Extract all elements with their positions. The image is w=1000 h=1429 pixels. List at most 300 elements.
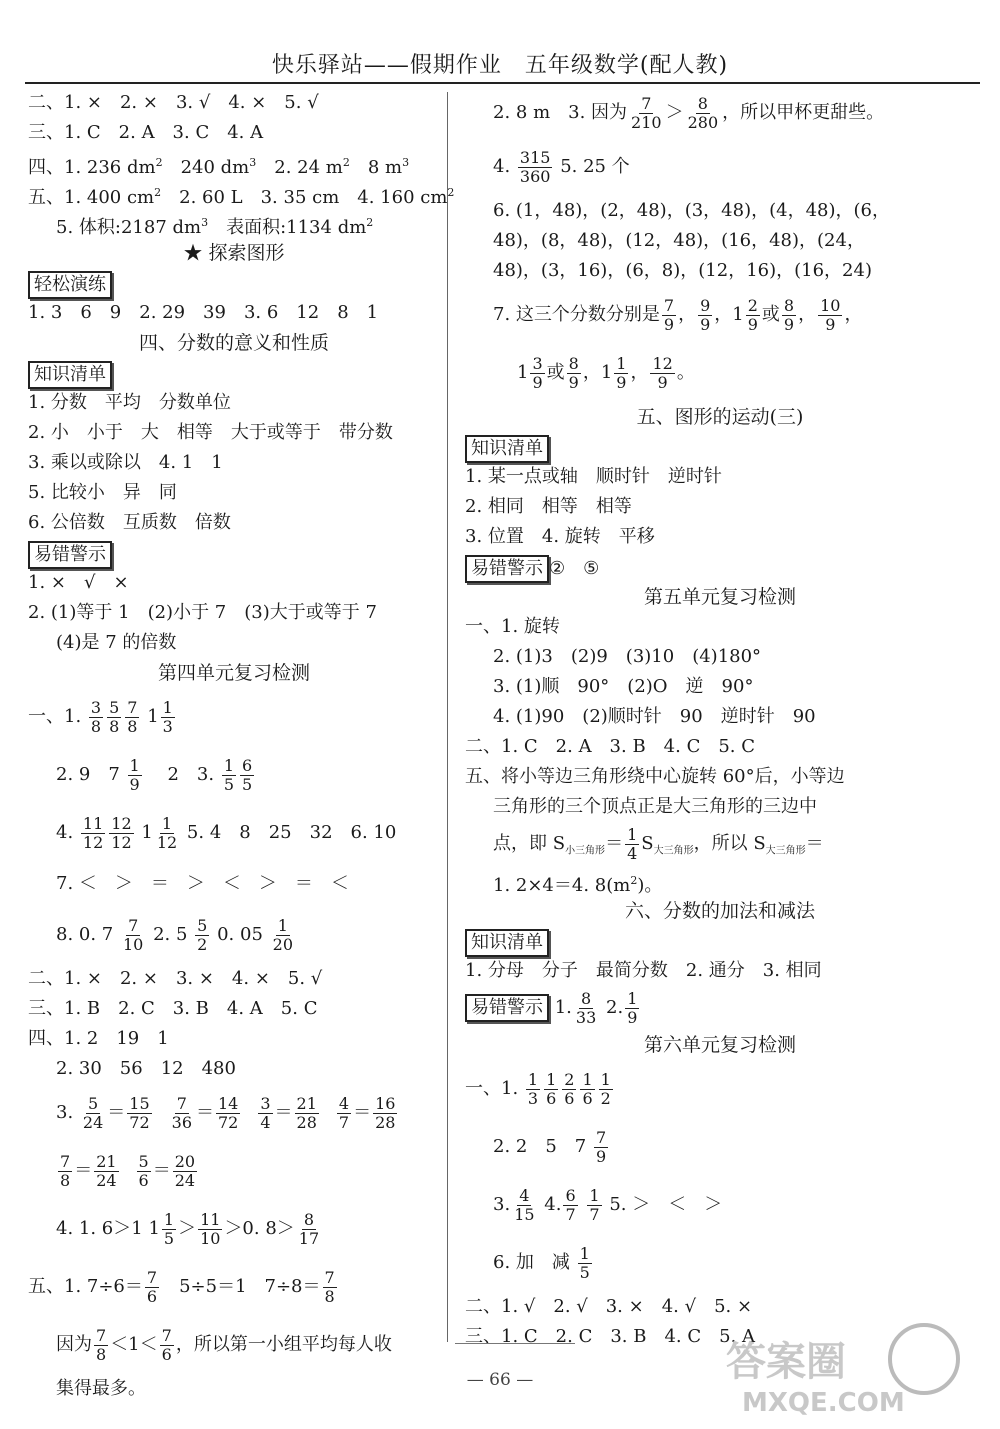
mixed-number: [148, 1209, 178, 1248]
denominator: 8: [127, 716, 138, 736]
numerator: 1: [129, 755, 140, 775]
fraction: [684, 93, 723, 132]
denominator: 5: [579, 1262, 590, 1282]
numerator: 6: [565, 1185, 576, 1205]
equation-group: [56, 1151, 213, 1190]
answer-line: 五、将小等边三角形绕中心旋转 60°后，小等边: [465, 766, 845, 787]
answer-text: 2. 24 m: [256, 157, 343, 178]
answer-line: 2. 小 小于 大 相等 大于或等于 带分数: [28, 422, 393, 443]
answer-text: 5. ＞ ＜ ＞: [609, 1194, 723, 1215]
answer-line: [465, 138, 975, 196]
answer-line: 1. × √ ×: [28, 572, 129, 593]
answer-line: (4)是 7 的倍数: [56, 632, 177, 653]
answer-text: ＝: [605, 833, 624, 854]
denominator: 3: [527, 1088, 539, 1108]
numerator: 8: [697, 93, 708, 113]
denominator: 6: [161, 1344, 172, 1364]
answer-line: [28, 1142, 440, 1200]
answer-line: 6. (1，48)，(2，48)，(3，48)，(4，48)，(6，: [493, 200, 890, 221]
fraction: [158, 1325, 176, 1364]
fraction: [295, 1209, 323, 1248]
denominator: 5: [242, 774, 253, 794]
fraction: [816, 295, 844, 334]
answer-line: [28, 804, 440, 862]
fraction: [627, 93, 666, 132]
numerator: 10: [820, 295, 841, 315]
watermark-circle: [890, 1325, 958, 1393]
fraction: [195, 917, 209, 954]
answer-line: 三、1. C 2. C 3. B 4. C 5. A: [465, 1326, 756, 1347]
denominator: 2: [197, 934, 208, 954]
fraction: [818, 297, 842, 334]
mixed-number: [517, 344, 547, 402]
denominator: 24: [174, 1170, 196, 1190]
denominator: 28: [375, 1112, 396, 1132]
answer-text: 或: [546, 362, 565, 383]
numerator: 1: [161, 813, 173, 833]
numerator: 1: [162, 697, 173, 717]
denominator: 8: [109, 716, 120, 736]
denominator: 8: [324, 1286, 335, 1306]
answer-line: 2. 相同 相等 相等: [465, 496, 632, 517]
answer-text: 1.: [554, 997, 572, 1018]
answer-text: 7. 这三个分数分别是: [493, 304, 660, 325]
numerator: 7: [161, 1325, 172, 1345]
equals-sign: ＝: [152, 1160, 171, 1181]
numerator: 7: [96, 1325, 107, 1345]
fraction: [565, 353, 583, 392]
fraction-group: [79, 813, 136, 852]
fraction: [623, 988, 641, 1027]
numerator: 1: [589, 1185, 600, 1205]
mixed-number: [147, 697, 177, 736]
watermark-domain: MXQE.COM: [742, 1388, 905, 1418]
fraction: [127, 1095, 151, 1132]
answer-line: 4. 1. 6＞1 1 $\frac{1}{5}$ ＞ $\frac{11}{10}$ ＞0. 8＞ $\frac{8}{17}$: [28, 1200, 440, 1258]
answer-line: 二、1. √ 2. √ 3. × 4. √ 5. ×: [465, 1296, 753, 1317]
denominator: 5: [163, 1228, 175, 1248]
denominator: 20: [272, 934, 293, 954]
fraction: [594, 1129, 608, 1166]
answer-text: 6. 加 减: [493, 1252, 570, 1273]
fraction: [137, 1153, 151, 1190]
fraction: [271, 917, 295, 954]
mixed-number: [148, 1200, 178, 1258]
fraction: [240, 757, 254, 794]
answer-text: 2. 8 m 3. 因为: [493, 102, 628, 123]
fraction: [121, 917, 145, 954]
numerator: 1: [546, 1069, 557, 1089]
fraction: [580, 1071, 594, 1108]
denominator: 8: [90, 716, 102, 736]
denominator: 3: [162, 716, 173, 736]
numerator: 12: [111, 813, 132, 833]
fraction: [119, 915, 147, 954]
denominator: 7: [565, 1204, 576, 1224]
answer-text: 3.: [56, 1102, 74, 1123]
numerator: 7: [60, 1151, 71, 1171]
answer-line: 四、1. 236 $dm^2$ 240 $dm^3$ 2. 24 $m^2$ 8 $m^3$: [28, 156, 410, 178]
answer-line: [28, 1316, 440, 1374]
fraction: [269, 915, 297, 954]
section-tag: 轻松演练: [28, 271, 112, 299]
answer-line: [465, 986, 975, 1030]
answer-text: 表面积:1134 dm: [208, 217, 367, 238]
answer-line: 二、1. × 2. × 3. × 4. × 5. √: [28, 968, 323, 989]
fraction-equation: [56, 1151, 121, 1190]
fraction: [143, 1267, 161, 1306]
fraction: [173, 1153, 197, 1190]
fraction-equation: [79, 1093, 154, 1132]
whole-part: 1: [517, 362, 529, 383]
numerator: 7: [176, 1093, 187, 1113]
fraction: [625, 990, 639, 1027]
denominator: 9: [747, 314, 758, 334]
answer-line: 二、1. × 2. × 3. √ 4. × 5. √: [28, 92, 319, 113]
section-title: 四、分数的意义和性质: [138, 332, 329, 354]
numerator: 14: [218, 1093, 239, 1113]
answer-text: 2 3.: [149, 764, 215, 785]
denominator: 8: [60, 1170, 71, 1190]
fraction: [696, 295, 714, 334]
answer-line: 7. ＜ ＞ ＝ ＞ ＜ ＞ ＝ ＜: [56, 873, 349, 894]
fraction: [297, 1211, 321, 1248]
fraction: [782, 297, 796, 334]
mixed-number: [732, 295, 762, 334]
fraction: [698, 297, 712, 334]
denominator: 36: [171, 1112, 192, 1132]
watermark-text: 答案圈: [726, 1339, 846, 1385]
fraction: [125, 699, 139, 736]
denominator: 4: [260, 1112, 271, 1132]
fraction: [592, 1127, 610, 1166]
answer-line: 3. (1)顺 90° (2)O 逆 90°: [493, 676, 754, 697]
numerator: 3: [260, 1093, 271, 1113]
numerator: 1: [627, 824, 638, 844]
fraction: [625, 826, 639, 863]
numerator: 20: [174, 1151, 196, 1171]
header-rule: [25, 82, 980, 84]
denominator: 8: [96, 1344, 107, 1364]
denominator: 6: [564, 1088, 575, 1108]
numerator: 8: [303, 1209, 315, 1229]
fraction: [686, 95, 721, 132]
denominator: 6: [138, 1170, 149, 1190]
section-title: 第六单元复习检测: [643, 1034, 796, 1056]
answer-text: 4.: [493, 156, 511, 177]
fraction: [193, 915, 211, 954]
answer-text: 4.: [56, 822, 74, 843]
answer-text: ＞0. 8＞: [224, 1218, 295, 1239]
denominator: 9: [663, 314, 675, 334]
fraction: [526, 1071, 540, 1108]
answer-line: [465, 822, 975, 866]
denominator: 15: [514, 1204, 535, 1224]
fraction-equation: [256, 1093, 321, 1132]
fraction: [518, 149, 553, 186]
fraction: [648, 353, 676, 392]
numerator: 1: [527, 1069, 539, 1089]
answer-text: 1. 2×4＝4. 8(m: [493, 875, 631, 896]
denominator: 24: [82, 1112, 104, 1132]
denominator: 9: [783, 314, 795, 334]
watermark-logo: [712, 1311, 972, 1421]
subscript: 大三角形: [653, 845, 694, 857]
numerator: 8: [581, 988, 592, 1008]
answer-text: 点，即 S: [493, 833, 566, 854]
fraction: [561, 1185, 579, 1224]
answer-line: 五、1. 400 $cm^2$ 2. 60 L 3. 35 cm 4. 160 $cm^2$: [28, 186, 455, 208]
fraction: [576, 1243, 594, 1282]
denominator: 12: [156, 832, 178, 852]
denominator: 10: [200, 1228, 221, 1248]
fraction: [109, 815, 133, 852]
fraction: [623, 824, 641, 863]
answer-line: [465, 1234, 975, 1292]
numerator: 21: [96, 1151, 117, 1171]
fraction: [216, 1095, 240, 1132]
numerator: 5: [138, 1151, 149, 1171]
fraction-group: [524, 1069, 615, 1108]
denominator: 360: [519, 166, 551, 186]
fraction: [650, 355, 674, 392]
answer-text: 5. 25 个: [560, 156, 630, 177]
denominator: 7: [338, 1112, 350, 1132]
whole-part: 1: [600, 362, 613, 383]
denominator: 9: [616, 372, 627, 392]
whole-part: 1: [148, 1218, 160, 1239]
answer-text: 2.: [606, 997, 624, 1018]
numerator: 9: [700, 295, 711, 315]
denominator: 6: [546, 1088, 557, 1108]
answer-text: ，所以甲杯更甜些。: [722, 102, 885, 123]
fraction: [321, 1267, 339, 1306]
numerator: 15: [129, 1093, 150, 1113]
numerator: 8: [783, 295, 795, 315]
denominator: 17: [298, 1228, 320, 1248]
fraction: [563, 1187, 577, 1224]
answer-line: 1. 某一点或轴 顺时针 逆时针: [465, 466, 722, 487]
answer-line: 2. (1)3 (2)9 (3)10 (4)180°: [493, 646, 762, 667]
answer-text: 5. 4 8 25 32 6. 10: [186, 822, 397, 843]
fraction: [128, 757, 142, 794]
answer-line: 一、1. 旋转: [465, 616, 560, 637]
fraction: [562, 1071, 576, 1108]
fraction: [337, 1095, 351, 1132]
numerator: 11: [200, 1209, 221, 1229]
fraction: [629, 95, 664, 132]
fraction: [155, 815, 179, 852]
numerator: 5: [109, 697, 120, 717]
answer-text: 2. 9 7: [56, 764, 120, 785]
section-title: 五、图形的运动(三): [636, 406, 804, 428]
answer-text: 2. 2 5 7: [493, 1136, 587, 1157]
footer-rule: [455, 1343, 575, 1344]
denominator: 24: [96, 1170, 117, 1190]
fraction: [58, 1153, 72, 1190]
fraction: [81, 1095, 105, 1132]
equals-sign: ＝: [107, 1102, 126, 1123]
section-title: 第五单元复习检测: [643, 586, 796, 608]
fraction: [170, 1095, 194, 1132]
mixed-number: [517, 353, 547, 392]
answer-text: ② ⑤: [549, 558, 600, 579]
section-title: ★ 探索图形: [183, 242, 285, 264]
answer-line: 5. 体积:2187 $dm^3$ 表面积:1134 $dm^2$: [56, 216, 374, 238]
answer-text: 240 dm: [162, 157, 250, 178]
answer-line: [28, 1258, 440, 1316]
fraction: [567, 355, 581, 392]
numerator: 3: [532, 353, 543, 373]
fraction-equation: [135, 1151, 200, 1190]
fraction: [89, 699, 103, 736]
answer-text: ＝: [805, 833, 824, 854]
answer-text: 一、1.: [28, 706, 82, 727]
answer-line: 4. (1)90 (2)顺时针 90 逆时针 90: [493, 706, 816, 727]
denominator: 72: [129, 1112, 150, 1132]
answer-line: 二、1. C 2. A 3. B 4. C 5. C: [465, 736, 756, 757]
answer-line: 7. 这三个分数分别是 $\frac{7}{9}$ ， $\frac{9}{9}$ ， 1 $\frac{2}{9}$ 或 $\frac{8}{9}$ ， $\frac{10}{9}$ ，: [465, 286, 975, 344]
subscript: 小三角形: [565, 845, 606, 857]
denominator: 9: [627, 1007, 638, 1027]
right-column: [465, 88, 975, 1352]
denominator: 9: [700, 314, 711, 334]
fraction: [572, 988, 600, 1027]
fraction: [516, 147, 555, 186]
fraction: [512, 1187, 536, 1224]
denominator: 6: [582, 1088, 593, 1108]
fraction: [295, 1095, 319, 1132]
fraction: [585, 1185, 603, 1224]
fraction: [92, 1325, 110, 1364]
numerator: 1: [616, 353, 627, 373]
mixed-number: [600, 353, 631, 392]
section-tag: 易错警示: [28, 541, 112, 569]
fraction-group: [87, 697, 142, 736]
denominator: 12: [82, 832, 104, 852]
numerator: 12: [652, 353, 673, 373]
answer-line: [465, 1118, 975, 1176]
fraction: [574, 990, 598, 1027]
fraction: [161, 699, 175, 736]
denominator: 7: [589, 1204, 600, 1224]
denominator: 9: [568, 372, 579, 392]
answer-line: 2. (1)等于 1 (2)小于 7 (3)大于或等于 7: [28, 602, 377, 623]
answer-text: S: [641, 833, 654, 854]
answer-text: 4. 1. 6＞1: [56, 1218, 143, 1239]
fraction: [578, 1245, 592, 1282]
numerator: 1: [579, 1243, 590, 1263]
numerator: 16: [375, 1093, 396, 1113]
section-tag: 易错警示: [465, 555, 549, 583]
denominator: 33: [575, 1007, 597, 1027]
numerator: 21: [296, 1093, 317, 1113]
fraction: [94, 1327, 108, 1364]
numerator: 5: [88, 1093, 99, 1113]
answer-line: 48)，(8，48)，(12，48)，(16，48)，(24，: [493, 230, 865, 251]
fraction: [94, 1153, 118, 1190]
equals-sign: ＝: [74, 1160, 93, 1181]
equals-sign: ＝: [196, 1102, 214, 1123]
fraction: [530, 355, 544, 392]
answer-text: 5. 体积:2187 dm: [56, 217, 202, 238]
numerator: 7: [596, 1127, 607, 1147]
answer-line: 1. 分母 分子 最简分数 2. 通分 3. 相同: [465, 960, 822, 981]
fraction: [162, 1211, 176, 1248]
fraction: [145, 1269, 159, 1306]
fraction: [222, 757, 236, 794]
denominator: 12: [111, 832, 132, 852]
fraction-group: [220, 755, 256, 794]
fraction: [599, 1071, 613, 1108]
numerator: 4: [338, 1093, 350, 1113]
numerator: 1: [600, 1069, 611, 1089]
fraction: [544, 1071, 558, 1108]
numerator: 11: [82, 813, 104, 833]
denominator: 9: [657, 372, 668, 392]
fraction: [126, 755, 144, 794]
fraction: [196, 1209, 224, 1248]
answer-line: 3. 乘以或除以 4. 1 1: [28, 452, 223, 473]
answer-text: ＜1＜: [110, 1334, 158, 1355]
numerator: 6: [242, 755, 253, 775]
answer-text: ，所以第一小组平均每人收: [175, 1334, 392, 1355]
answer-text: 四、1. 236 dm: [28, 157, 156, 178]
answer-line: 1 $\frac{3}{9}$ 或 $\frac{8}{9}$ ， 1 $\frac{1}{9}$ ， $\frac{12}{9}$ 。: [465, 344, 975, 402]
fraction: [587, 1187, 601, 1224]
fraction: [510, 1185, 538, 1224]
answer-text: 0. 05: [217, 924, 263, 945]
denominator: 72: [218, 1112, 239, 1132]
fraction: [614, 355, 628, 392]
section-title: 六、分数的加法和减法: [624, 900, 815, 922]
denominator: 9: [532, 372, 543, 392]
mixed-number: [732, 286, 762, 344]
answer-text: 五、1. 400 cm: [28, 187, 155, 208]
answer-line: [28, 1084, 440, 1142]
numerator: 4: [519, 1185, 530, 1205]
denominator: 9: [129, 774, 140, 794]
answer-text: 一、1.: [465, 1078, 519, 1099]
column-divider: [447, 92, 448, 1342]
numerator: 1: [223, 755, 235, 775]
fraction: [107, 699, 121, 736]
numerator: 315: [519, 147, 551, 167]
numerator: 7: [127, 697, 138, 717]
numerator: 2: [747, 295, 758, 315]
numerator: 7: [146, 1267, 158, 1287]
denominator: 2: [600, 1088, 611, 1108]
denominator: 5: [223, 774, 235, 794]
answer-line: 5. 比较小 异 同: [28, 482, 177, 503]
answer-line: 2. 30 56 12 480: [56, 1058, 236, 1079]
numerator: 2: [564, 1069, 575, 1089]
numerator: 1: [163, 1209, 175, 1229]
fraction: [662, 297, 676, 334]
answer-line: 48)，(3，16)，(6，8)，(12，16)，(16，24): [493, 260, 872, 281]
fraction: [258, 1095, 272, 1132]
fraction: [198, 1211, 222, 1248]
answer-line: 三、1. C 2. A 3. C 4. A: [28, 122, 264, 143]
denominator: 210: [631, 112, 662, 132]
answer-line: [465, 1176, 975, 1234]
denominator: 9: [596, 1146, 607, 1166]
numerator: 8: [568, 353, 579, 373]
answer-text: 因为: [56, 1334, 92, 1355]
answer-text: 2. 60 L 3. 35 cm 4. 160 cm: [161, 187, 448, 208]
numerator: 1: [277, 915, 288, 935]
denominator: 10: [122, 934, 144, 954]
